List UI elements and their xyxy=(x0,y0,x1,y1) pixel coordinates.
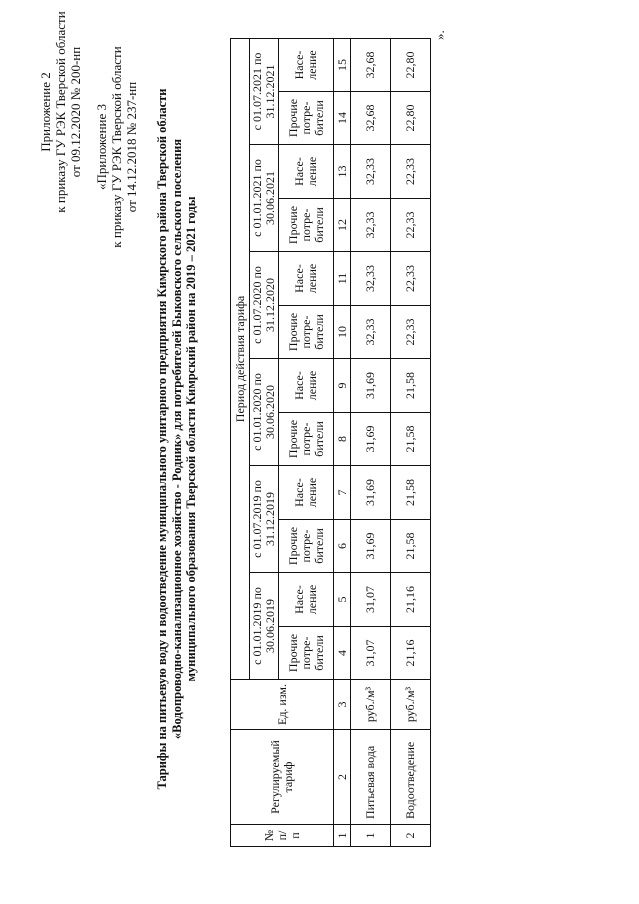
tariff-value: 21,16 xyxy=(391,627,431,680)
column-number: 13 xyxy=(334,145,351,199)
row-no: 2 xyxy=(391,825,431,847)
table-row xyxy=(391,38,431,846)
table-row xyxy=(351,38,391,846)
period-header: с 01.01.2019 по 30.06.2019 xyxy=(250,573,279,680)
subheader-other: Прочие потре-бители xyxy=(279,413,334,466)
tariff-value: 21,58 xyxy=(391,413,431,466)
tariff-value: 22,80 xyxy=(391,38,431,91)
tariff-table xyxy=(230,38,431,847)
column-number: 14 xyxy=(334,92,351,145)
tariff-value: 22,33 xyxy=(391,252,431,306)
subheader-other: Прочие потре-бители xyxy=(279,199,334,252)
column-number: 3 xyxy=(334,680,351,730)
tariff-value: 22,80 xyxy=(391,92,431,145)
subheader-other: Прочие потре-бители xyxy=(279,520,334,573)
tariff-value: 31,07 xyxy=(351,573,391,627)
column-number: 7 xyxy=(334,466,351,520)
column-number: 1 xyxy=(334,825,351,847)
header-period: Период действия тарифа xyxy=(231,38,250,679)
tariff-value: 22,33 xyxy=(391,306,431,359)
header-unit: Ед. изм. xyxy=(231,680,334,730)
column-number: 10 xyxy=(334,306,351,359)
row-unit: руб./м³ xyxy=(391,680,431,730)
tariff-value: 32,68 xyxy=(351,92,391,145)
column-number: 15 xyxy=(334,38,351,91)
column-number: 2 xyxy=(334,730,351,825)
tariff-value: 22,33 xyxy=(391,145,431,199)
tariff-value: 21,16 xyxy=(391,573,431,627)
row-unit: руб./м³ xyxy=(351,680,391,730)
tariff-value: 31,69 xyxy=(351,413,391,466)
tariff-value: 21,58 xyxy=(391,466,431,520)
period-header: с 01.01.2021 по 30.06.2021 xyxy=(250,145,279,252)
appendix-2-header xyxy=(38,2,83,222)
column-number-row xyxy=(334,38,351,846)
row-tariff: Водоотведение xyxy=(391,730,431,825)
subheader-other: Прочие потре-бители xyxy=(279,627,334,680)
column-number: 9 xyxy=(334,359,351,413)
appendix-3-line: к приказу ГУ РЭК Тверской области xyxy=(109,46,124,248)
tariff-value: 31,69 xyxy=(351,359,391,413)
appendix-2-line: к приказу ГУ РЭК Тверской области xyxy=(53,11,68,213)
subheader-population: Насе-ление xyxy=(279,573,334,627)
title-line: Тарифы на питьевую воду и водоотведение муниципального унитарного предприятия Кимрского района Тверской области xyxy=(155,88,169,790)
tariff-value: 21,58 xyxy=(391,359,431,413)
subheader-population: Насе-ление xyxy=(279,252,334,306)
subheader-other: Прочие потре-бители xyxy=(279,92,334,145)
tariff-value: 21,58 xyxy=(391,520,431,573)
tariff-value: 31,07 xyxy=(351,627,391,680)
appendix-3-line: «Приложение 3 xyxy=(94,103,109,191)
title-line: муниципального образования Тверской области Кимрский район на 2019 – 2021 годы xyxy=(184,196,198,682)
tariff-value: 32,33 xyxy=(351,145,391,199)
row-no: 1 xyxy=(351,825,391,847)
tariff-value: 32,68 xyxy=(351,38,391,91)
period-header: с 01.01.2020 по 30.06.2020 xyxy=(250,359,279,466)
appendix-3-line: от 14.12.2018 № 237-нп xyxy=(124,81,139,213)
closing-quote: ». xyxy=(432,30,447,40)
tariff-value: 31,69 xyxy=(351,466,391,520)
subheader-population: Насе-ление xyxy=(279,145,334,199)
subheader-population: Насе-ление xyxy=(279,466,334,520)
column-number: 12 xyxy=(334,199,351,252)
tariff-value: 32,33 xyxy=(351,199,391,252)
column-number: 8 xyxy=(334,413,351,466)
appendix-2-line: от 09.12.2020 № 200-нп xyxy=(68,46,83,178)
column-number: 5 xyxy=(334,573,351,627)
subheader-population: Насе-ление xyxy=(279,38,334,91)
tariff-value: 32,33 xyxy=(351,306,391,359)
column-number: 4 xyxy=(334,627,351,680)
title-line: «Водопроводно-канализационное хозяйство - Родник» для потребителей Быковского сельского поселения xyxy=(169,138,184,740)
column-number: 6 xyxy=(334,520,351,573)
column-number: 11 xyxy=(334,252,351,306)
subheader-other: Прочие потре-бители xyxy=(279,306,334,359)
period-header: с 01.07.2021 по 31.12.2021 xyxy=(250,38,279,144)
tariff-value: 22,33 xyxy=(391,199,431,252)
tariff-value: 32,33 xyxy=(351,252,391,306)
row-tariff: Питьевая вода xyxy=(351,730,391,825)
appendix-2-line: Приложение 2 xyxy=(38,72,53,152)
document-title xyxy=(155,69,199,809)
header-no: № п/ п xyxy=(231,825,334,847)
period-header: с 01.07.2020 по 31.12.2020 xyxy=(250,252,279,359)
header-tariff: Регулируемый тариф xyxy=(231,730,334,825)
tariff-value: 31,69 xyxy=(351,520,391,573)
subheader-population: Насе-ление xyxy=(279,359,334,413)
appendix-3-header xyxy=(94,7,139,287)
period-header: с 01.07.2019 по 31.12.2019 xyxy=(250,466,279,573)
